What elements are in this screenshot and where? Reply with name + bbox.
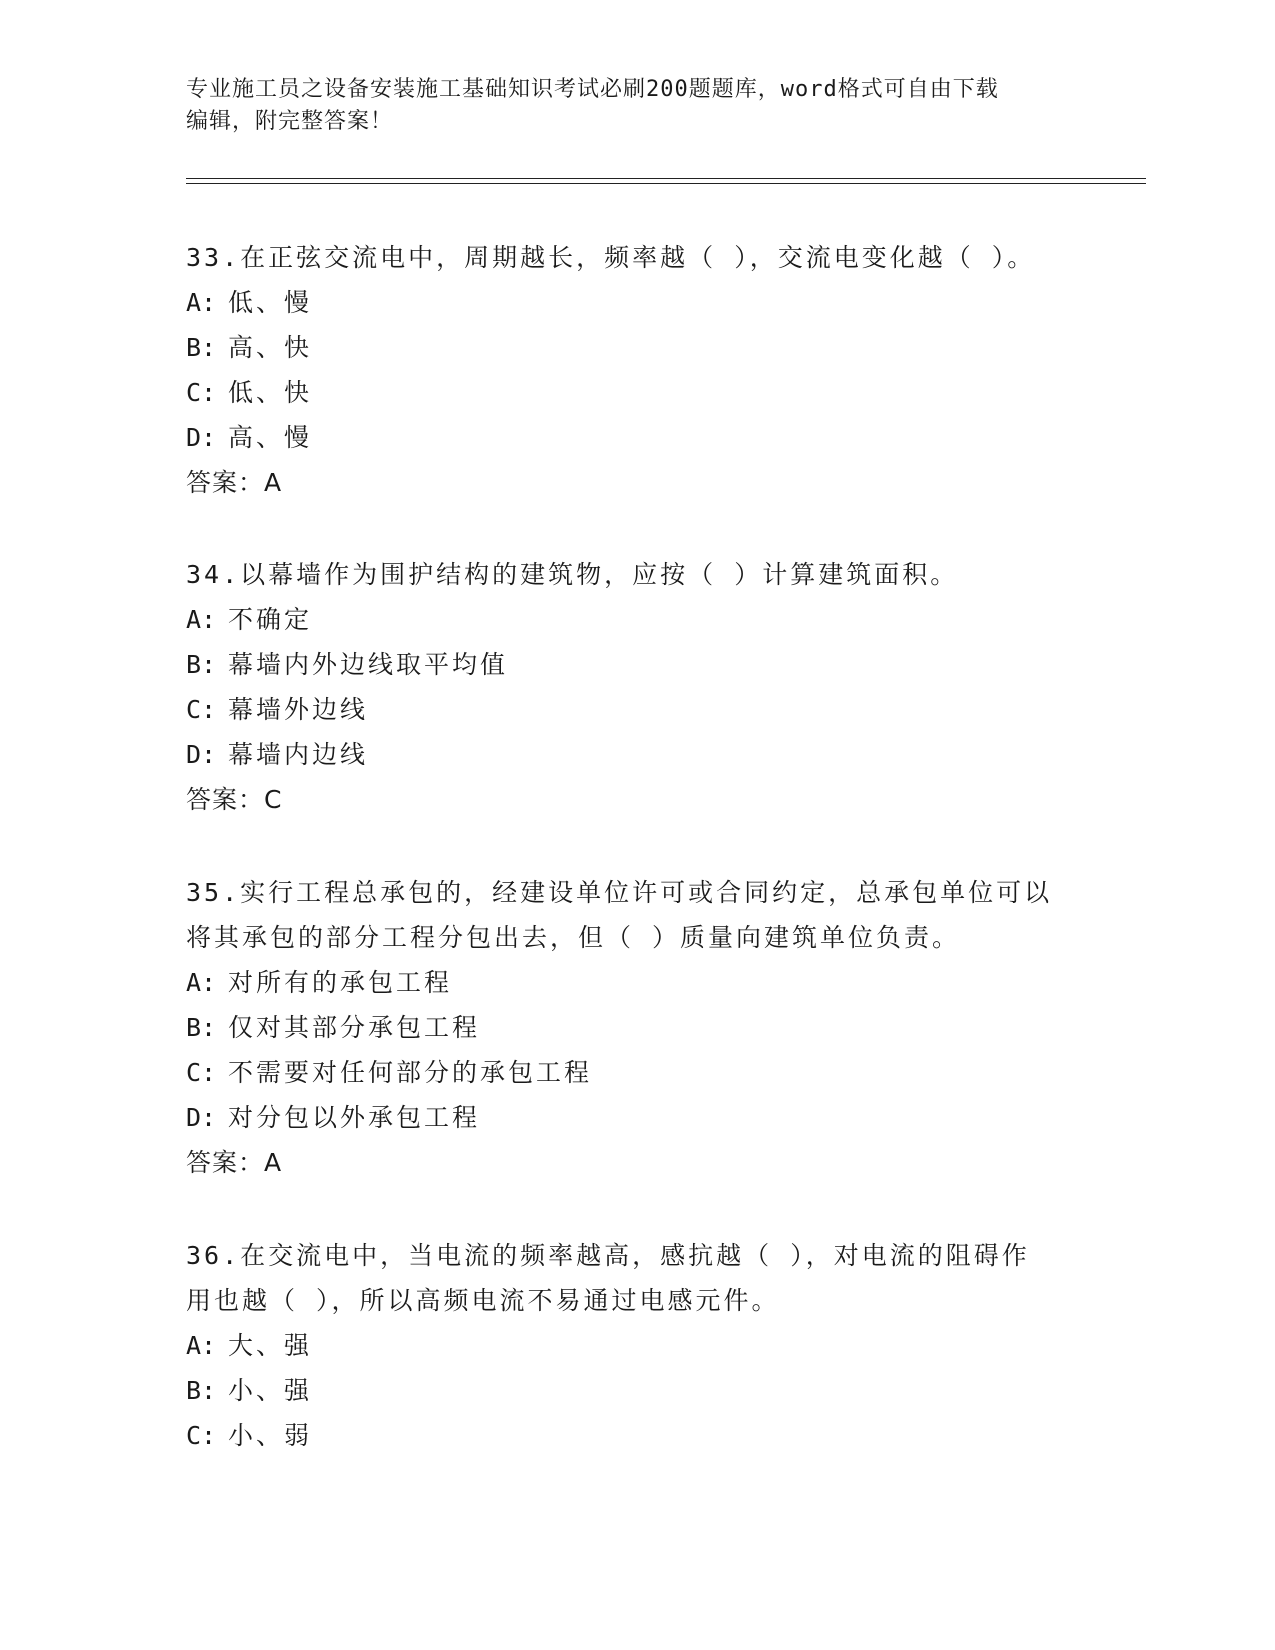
question-33 bbox=[186, 235, 1086, 505]
option-text: 不确定 bbox=[228, 605, 313, 634]
question-36 bbox=[186, 1233, 1086, 1458]
option-text: 幕墙外边线 bbox=[228, 695, 369, 724]
header-title-line-1: 专业施工员之设备安装施工基础知识考试必刷200题题库，word格式可自由下载 bbox=[186, 77, 999, 102]
question-stem-line-1: 35.实行工程总承包的，经建设单位许可或合同约定，总承包单位可以 bbox=[186, 878, 1053, 907]
option-a bbox=[186, 280, 1086, 325]
option-c bbox=[186, 1050, 1086, 1095]
answer-line: 答案：A bbox=[186, 468, 283, 497]
option-key: C: bbox=[186, 1421, 217, 1450]
option-key: C: bbox=[186, 378, 217, 407]
option-key: B: bbox=[186, 650, 217, 679]
header-divider-bottom bbox=[186, 183, 1146, 184]
option-text: 小、强 bbox=[228, 1376, 313, 1405]
option-text: 低、慢 bbox=[228, 288, 313, 317]
option-text: 对所有的承包工程 bbox=[228, 968, 453, 997]
option-d bbox=[186, 1095, 1086, 1140]
option-d bbox=[186, 732, 1086, 777]
option-key: D: bbox=[186, 740, 217, 769]
option-key: B: bbox=[186, 333, 217, 362]
option-text: 不需要对任何部分的承包工程 bbox=[228, 1058, 593, 1087]
option-text: 幕墙内边线 bbox=[228, 740, 369, 769]
option-key: B: bbox=[186, 1376, 217, 1405]
option-a bbox=[186, 1323, 1086, 1368]
option-key: C: bbox=[186, 695, 217, 724]
option-key: B: bbox=[186, 1013, 217, 1042]
option-text: 幕墙内外边线取平均值 bbox=[228, 650, 509, 679]
option-c bbox=[186, 370, 1086, 415]
option-key: A: bbox=[186, 968, 217, 997]
option-a bbox=[186, 597, 1086, 642]
option-b bbox=[186, 325, 1086, 370]
question-35 bbox=[186, 870, 1086, 1185]
option-key: D: bbox=[186, 423, 217, 452]
question-stem-line-2: 用也越（ ），所以高频电流不易通过电感元件。 bbox=[186, 1286, 780, 1315]
option-a bbox=[186, 960, 1086, 1005]
option-key: C: bbox=[186, 1058, 217, 1087]
option-c bbox=[186, 687, 1086, 732]
option-key: A: bbox=[186, 605, 217, 634]
option-b bbox=[186, 642, 1086, 687]
option-text: 小、弱 bbox=[228, 1421, 313, 1450]
option-text: 高、慢 bbox=[228, 423, 313, 452]
question-stem: 34.以幕墙作为围护结构的建筑物，应按（ ）计算建筑面积。 bbox=[186, 560, 959, 589]
option-key: A: bbox=[186, 1331, 217, 1360]
question-34 bbox=[186, 552, 1086, 822]
option-text: 低、快 bbox=[228, 378, 313, 407]
option-key: D: bbox=[186, 1103, 217, 1132]
question-stem-line-2: 将其承包的部分工程分包出去，但（ ）质量向建筑单位负责。 bbox=[186, 923, 961, 952]
option-text: 仅对其部分承包工程 bbox=[228, 1013, 481, 1042]
document-header bbox=[186, 74, 1066, 138]
header-divider-top bbox=[186, 178, 1146, 179]
option-b bbox=[186, 1005, 1086, 1050]
option-d bbox=[186, 415, 1086, 460]
option-b bbox=[186, 1368, 1086, 1413]
option-text: 对分包以外承包工程 bbox=[228, 1103, 481, 1132]
answer-line: 答案：A bbox=[186, 1148, 283, 1177]
answer-line: 答案：C bbox=[186, 785, 283, 814]
option-text: 高、快 bbox=[228, 333, 313, 362]
question-stem: 33.在正弦交流电中，周期越长，频率越（ ），交流电变化越（ ）。 bbox=[186, 243, 1036, 272]
option-key: A: bbox=[186, 288, 217, 317]
header-title-line-2: 编辑，附完整答案！ bbox=[186, 109, 394, 134]
question-stem-line-1: 36.在交流电中，当电流的频率越高，感抗越（ ），对电流的阻碍作 bbox=[186, 1241, 1030, 1270]
option-c bbox=[186, 1413, 1086, 1458]
option-text: 大、强 bbox=[228, 1331, 313, 1360]
